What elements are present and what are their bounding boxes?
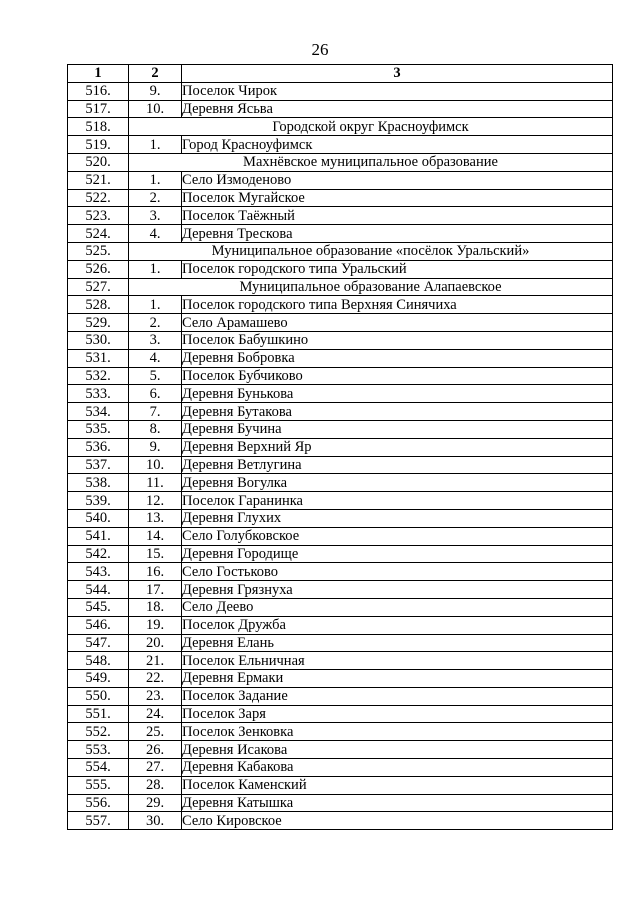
settlement-name: Деревня Елань xyxy=(182,634,613,652)
settlement-name: Село Арамашево xyxy=(182,314,613,332)
table-row xyxy=(68,581,613,599)
settlement-name: Поселок Бубчиково xyxy=(182,367,613,385)
table-row xyxy=(68,314,613,332)
sub-number: 3. xyxy=(129,207,182,225)
sub-number: 15. xyxy=(129,545,182,563)
row-number: 523. xyxy=(68,207,129,225)
table-row xyxy=(68,492,613,510)
row-number: 524. xyxy=(68,225,129,243)
group-row xyxy=(68,242,613,260)
settlement-name: Деревня Трескова xyxy=(182,225,613,243)
settlement-name: Поселок Бабушкино xyxy=(182,331,613,349)
sub-number: 24. xyxy=(129,705,182,723)
table-row xyxy=(68,509,613,527)
table-row xyxy=(68,723,613,741)
group-row xyxy=(68,278,613,296)
settlement-name: Поселок Задание xyxy=(182,687,613,705)
table-row xyxy=(68,794,613,812)
table-row xyxy=(68,189,613,207)
municipality-name: Махнёвское муниципальное образование xyxy=(129,153,613,171)
settlement-name: Деревня Кабакова xyxy=(182,759,613,777)
row-number: 534. xyxy=(68,403,129,421)
settlement-name: Город Красноуфимск xyxy=(182,136,613,154)
sub-number: 3. xyxy=(129,331,182,349)
table-row xyxy=(68,260,613,278)
sub-number: 5. xyxy=(129,367,182,385)
sub-number: 19. xyxy=(129,616,182,634)
settlement-name: Поселок Заря xyxy=(182,705,613,723)
settlement-name: Деревня Вогулка xyxy=(182,474,613,492)
table-row xyxy=(68,616,613,634)
sub-number: 27. xyxy=(129,759,182,777)
row-number: 529. xyxy=(68,314,129,332)
row-number: 536. xyxy=(68,438,129,456)
settlement-name: Село Голубковское xyxy=(182,527,613,545)
column-header-3: 3 xyxy=(182,65,613,83)
settlement-name: Поселок Каменский xyxy=(182,776,613,794)
row-number: 543. xyxy=(68,563,129,581)
table-row xyxy=(68,403,613,421)
table-row xyxy=(68,385,613,403)
settlement-name: Поселок городского типа Верхняя Синячиха xyxy=(182,296,613,314)
sub-number: 28. xyxy=(129,776,182,794)
group-row xyxy=(68,153,613,171)
settlement-name: Деревня Бутакова xyxy=(182,403,613,421)
table-body xyxy=(68,82,613,829)
settlement-name: Село Деево xyxy=(182,598,613,616)
group-row xyxy=(68,118,613,136)
row-number: 550. xyxy=(68,687,129,705)
row-number: 538. xyxy=(68,474,129,492)
table-row xyxy=(68,100,613,118)
table-row xyxy=(68,670,613,688)
settlement-name: Деревня Глухих xyxy=(182,509,613,527)
row-number: 556. xyxy=(68,794,129,812)
row-number: 528. xyxy=(68,296,129,314)
municipality-name: Городской округ Красноуфимск xyxy=(129,118,613,136)
table-row xyxy=(68,349,613,367)
table-row xyxy=(68,420,613,438)
row-number: 547. xyxy=(68,634,129,652)
sub-number: 18. xyxy=(129,598,182,616)
table-row xyxy=(68,456,613,474)
sub-number: 1. xyxy=(129,260,182,278)
table-row xyxy=(68,545,613,563)
settlement-name: Деревня Исакова xyxy=(182,741,613,759)
row-number: 548. xyxy=(68,652,129,670)
municipality-name: Муниципальное образование Алапаевское xyxy=(129,278,613,296)
row-number: 537. xyxy=(68,456,129,474)
sub-number: 7. xyxy=(129,403,182,421)
sub-number: 14. xyxy=(129,527,182,545)
sub-number: 8. xyxy=(129,420,182,438)
sub-number: 1. xyxy=(129,296,182,314)
row-number: 535. xyxy=(68,420,129,438)
sub-number: 4. xyxy=(129,349,182,367)
row-number: 541. xyxy=(68,527,129,545)
row-number: 533. xyxy=(68,385,129,403)
sub-number: 22. xyxy=(129,670,182,688)
table-row xyxy=(68,776,613,794)
table-row xyxy=(68,598,613,616)
row-number: 520. xyxy=(68,153,129,171)
sub-number: 12. xyxy=(129,492,182,510)
table-row xyxy=(68,741,613,759)
sub-number: 29. xyxy=(129,794,182,812)
table-row xyxy=(68,331,613,349)
settlement-name: Деревня Бунькова xyxy=(182,385,613,403)
settlement-name: Поселок Ельничная xyxy=(182,652,613,670)
page-number: 26 xyxy=(311,40,329,59)
row-number: 526. xyxy=(68,260,129,278)
row-number: 542. xyxy=(68,545,129,563)
row-number: 539. xyxy=(68,492,129,510)
table-row xyxy=(68,438,613,456)
row-number: 521. xyxy=(68,171,129,189)
row-number: 540. xyxy=(68,509,129,527)
row-number: 527. xyxy=(68,278,129,296)
row-number: 544. xyxy=(68,581,129,599)
row-number: 552. xyxy=(68,723,129,741)
settlement-name: Деревня Ветлугина xyxy=(182,456,613,474)
sub-number: 17. xyxy=(129,581,182,599)
sub-number: 6. xyxy=(129,385,182,403)
sub-number: 4. xyxy=(129,225,182,243)
table-row xyxy=(68,652,613,670)
settlement-name: Деревня Верхний Яр xyxy=(182,438,613,456)
sub-number: 16. xyxy=(129,563,182,581)
settlement-name: Деревня Ермаки xyxy=(182,670,613,688)
table-row xyxy=(68,207,613,225)
table-row xyxy=(68,225,613,243)
settlement-name: Село Измоденово xyxy=(182,171,613,189)
settlements-table xyxy=(67,64,613,830)
row-number: 549. xyxy=(68,670,129,688)
sub-number: 25. xyxy=(129,723,182,741)
row-number: 522. xyxy=(68,189,129,207)
table-row xyxy=(68,759,613,777)
row-number: 546. xyxy=(68,616,129,634)
settlement-name: Деревня Бучина xyxy=(182,420,613,438)
sub-number: 20. xyxy=(129,634,182,652)
header-row xyxy=(68,65,613,83)
row-number: 554. xyxy=(68,759,129,777)
row-number: 551. xyxy=(68,705,129,723)
settlement-name: Деревня Городище xyxy=(182,545,613,563)
municipality-name: Муниципальное образование «посёлок Уральский» xyxy=(129,242,613,260)
sub-number: 11. xyxy=(129,474,182,492)
table-row xyxy=(68,634,613,652)
row-number: 519. xyxy=(68,136,129,154)
table-row xyxy=(68,812,613,830)
table-row xyxy=(68,136,613,154)
sub-number: 2. xyxy=(129,314,182,332)
settlement-name: Поселок Мугайское xyxy=(182,189,613,207)
sub-number: 30. xyxy=(129,812,182,830)
row-number: 530. xyxy=(68,331,129,349)
sub-number: 10. xyxy=(129,456,182,474)
settlement-name: Деревня Ясьва xyxy=(182,100,613,118)
sub-number: 9. xyxy=(129,438,182,456)
table-row xyxy=(68,527,613,545)
table-row xyxy=(68,474,613,492)
settlement-name: Деревня Катышка xyxy=(182,794,613,812)
settlement-name: Поселок Гаранинка xyxy=(182,492,613,510)
column-header-2: 2 xyxy=(129,65,182,83)
row-number: 545. xyxy=(68,598,129,616)
row-number: 525. xyxy=(68,242,129,260)
table-row xyxy=(68,171,613,189)
table-row xyxy=(68,296,613,314)
settlement-name: Поселок городского типа Уральский xyxy=(182,260,613,278)
sub-number: 9. xyxy=(129,82,182,100)
settlement-name: Деревня Бобровка xyxy=(182,349,613,367)
sub-number: 2. xyxy=(129,189,182,207)
table-row xyxy=(68,687,613,705)
settlement-name: Поселок Дружба xyxy=(182,616,613,634)
column-header-1: 1 xyxy=(68,65,129,83)
sub-number: 10. xyxy=(129,100,182,118)
row-number: 517. xyxy=(68,100,129,118)
sub-number: 13. xyxy=(129,509,182,527)
row-number: 557. xyxy=(68,812,129,830)
sub-number: 26. xyxy=(129,741,182,759)
settlement-name: Село Кировское xyxy=(182,812,613,830)
sub-number: 1. xyxy=(129,171,182,189)
row-number: 555. xyxy=(68,776,129,794)
row-number: 532. xyxy=(68,367,129,385)
sub-number: 21. xyxy=(129,652,182,670)
settlement-name: Деревня Грязнуха xyxy=(182,581,613,599)
row-number: 531. xyxy=(68,349,129,367)
row-number: 553. xyxy=(68,741,129,759)
table-row xyxy=(68,82,613,100)
sub-number: 1. xyxy=(129,136,182,154)
row-number: 516. xyxy=(68,82,129,100)
table-row xyxy=(68,705,613,723)
sub-number: 23. xyxy=(129,687,182,705)
settlement-name: Поселок Чирок xyxy=(182,82,613,100)
row-number: 518. xyxy=(68,118,129,136)
table-row xyxy=(68,367,613,385)
settlement-name: Поселок Зенковка xyxy=(182,723,613,741)
table-row xyxy=(68,563,613,581)
table-header xyxy=(68,65,613,83)
settlement-name: Поселок Таёжный xyxy=(182,207,613,225)
settlement-name: Село Гостьково xyxy=(182,563,613,581)
